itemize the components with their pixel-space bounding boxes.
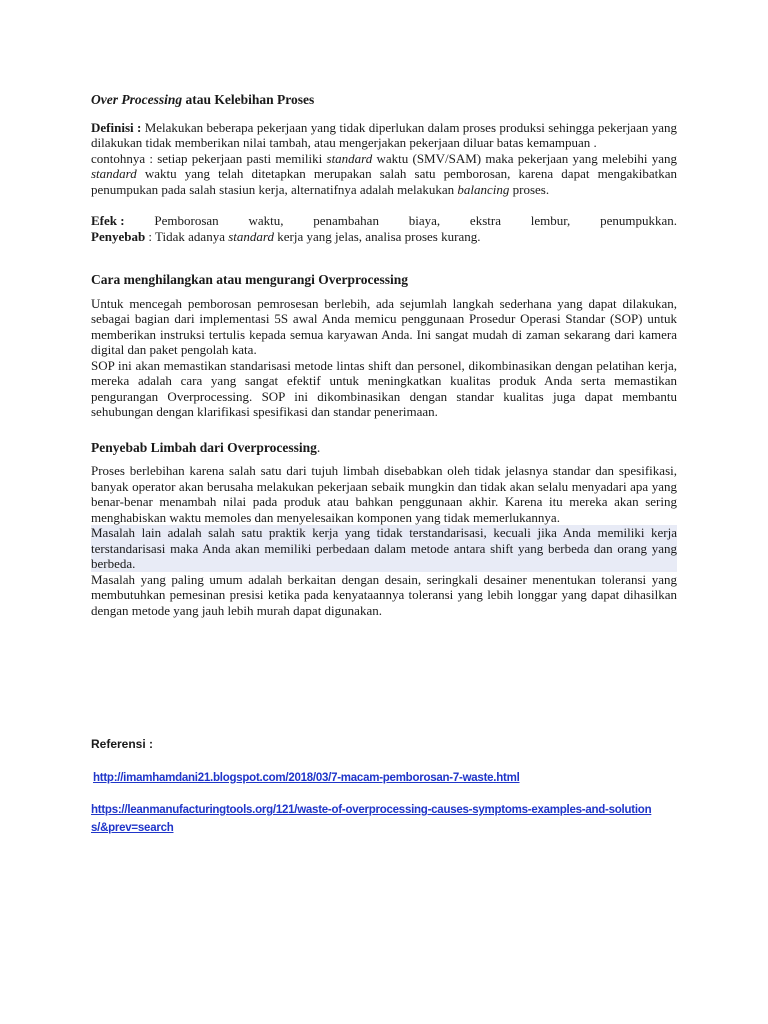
efek-label: Efek : (91, 213, 125, 228)
efek-word: penambahan (313, 213, 379, 228)
efek-word: penumpukkan. (600, 213, 677, 228)
section2-paragraph2: SOP ini akan memastikan standarisasi metode lintas shift dan personel, dikombinasikan dengan pelatihan kerja, mereka adalah cara yang sangat efektif untuk meningkatkan kualitas produk Anda serta memastikan pengurangan Overprocessing. SOP ini dikombinasikan dengan standar kualitas juga dapat membantu sehubungan dengan klarifikasi spesifikasi dan standar penerimaan. (91, 357, 677, 419)
definisi-text: Melakukan beberapa pekerjaan yang tidak diperlukan dalam proses produksi sehingga pekerjaan yang dilakukan tidak memberikan nilai tambah, atau mengerjakan pekerjaan diluar batas kemampuan . (91, 119, 677, 150)
section2-paragraph: Untuk mencegah pemborosan pemrosesan berlebih, ada sejumlah langkah sederhana yang dapat dilakukan, sebagai bagian dari implementasi 5S awal Anda memicu penggunaan Prosedur Operasi Standar (SOP) untuk memberikan instruksi tertulis kepada semua karyawan Anda. Ini sangat mudah di zaman sekarang dari kamera digital dan paket pengolah kata. (91, 295, 677, 357)
contoh-part4: proses. (509, 181, 550, 197)
penyebab-label: Penyebab (91, 228, 146, 244)
contoh-paragraph (91, 151, 677, 198)
efek-word: ekstra (469, 213, 501, 228)
section3-para3: Masalah yang paling umum adalah berkaitan dengan desain, seringkali desainer menentukan toleransi yang membutuhkan pemesinan presisi ketika pada kenyataannya toleransi yang lebih longgar yang dapat dihasilkan dengan metode yang jauh lebih murah dapat digunakan. (91, 571, 677, 618)
references-block (91, 737, 681, 837)
efek-line (91, 213, 677, 229)
section3-heading-suffix: . (316, 439, 321, 455)
section-title (91, 92, 677, 108)
efek-word: Pemborosan (154, 213, 219, 228)
penyebab-part1: : Tidak adanya (145, 228, 229, 244)
title-italic: Over Processing (91, 92, 183, 107)
definisi-label: Definisi : (91, 119, 145, 135)
reference-link-leanmanufacturing[interactable]: https://leanmanufacturingtools.org/121/waste-of-overprocessing-causes-symptoms-examples-and-solutions/&prev=search (91, 804, 652, 834)
section2-heading: Cara menghilangkan atau mengurangi Overprocessing (91, 272, 409, 287)
title-rest: atau Kelebihan Proses (182, 92, 315, 107)
document-page (91, 92, 677, 618)
reference-link-blogspot[interactable]: http://imamhamdani21.blogspot.com/2018/03/7-macam-pemborosan-7-waste.html (93, 772, 520, 784)
penyebab-italic: standard (228, 228, 274, 244)
contoh-part1: contohnya : setiap pekerjaan pasti memiliki (91, 150, 327, 166)
section3-para1: Proses berlebihan karena salah satu dari tujuh limbah disebabkan oleh tidak jelasnya standar dan spesifikasi, banyak operator akan berusaha melakukan pekerjaan sebaik mungkin dan tidak akan selalu menyadari apa yang benar-benar menambah nilai pada produk atau bahkan penggunaan akhir. Karena itu mereka akan sering menghabiskan waktu memoles dan menyelesaikan komponen yang tidak memerlukannya. (91, 463, 677, 525)
contoh-part3: waktu yang telah ditetapkan merupakan salah satu pemborosan, karena dapat mengakibatkan penumpukan pada salah stasiun kerja, alternatifnya adalah melakukan (91, 166, 677, 197)
contoh-part2: waktu (SMV/SAM) maka pekerjaan yang melebihi yang (372, 150, 677, 166)
contoh-italic3: balancing (457, 181, 510, 197)
contoh-italic1: standard (326, 150, 373, 166)
definisi-paragraph (91, 120, 677, 151)
contoh-italic2: standard (91, 166, 137, 181)
efek-word: biaya, (408, 213, 441, 228)
penyebab-part2: kerja yang jelas, analisa proses kurang. (273, 228, 481, 244)
references-title: Referensi : (91, 737, 154, 751)
section3-heading-text: Penyebab Limbah dari Overprocessing (91, 439, 317, 455)
efek-word: lembur, (530, 213, 571, 228)
section3-para2: Masalah lain adalah salah satu praktik kerja yang tidak terstandarisasi, kecuali jika Anda memiliki kerja terstandarisasi maka Anda akan memiliki perbedaan dalam metode antara shift yang berbeda dan orang yang berbeda. (91, 525, 677, 571)
section3-heading (91, 440, 677, 456)
efek-word: waktu, (248, 213, 284, 228)
penyebab-line (91, 229, 677, 245)
